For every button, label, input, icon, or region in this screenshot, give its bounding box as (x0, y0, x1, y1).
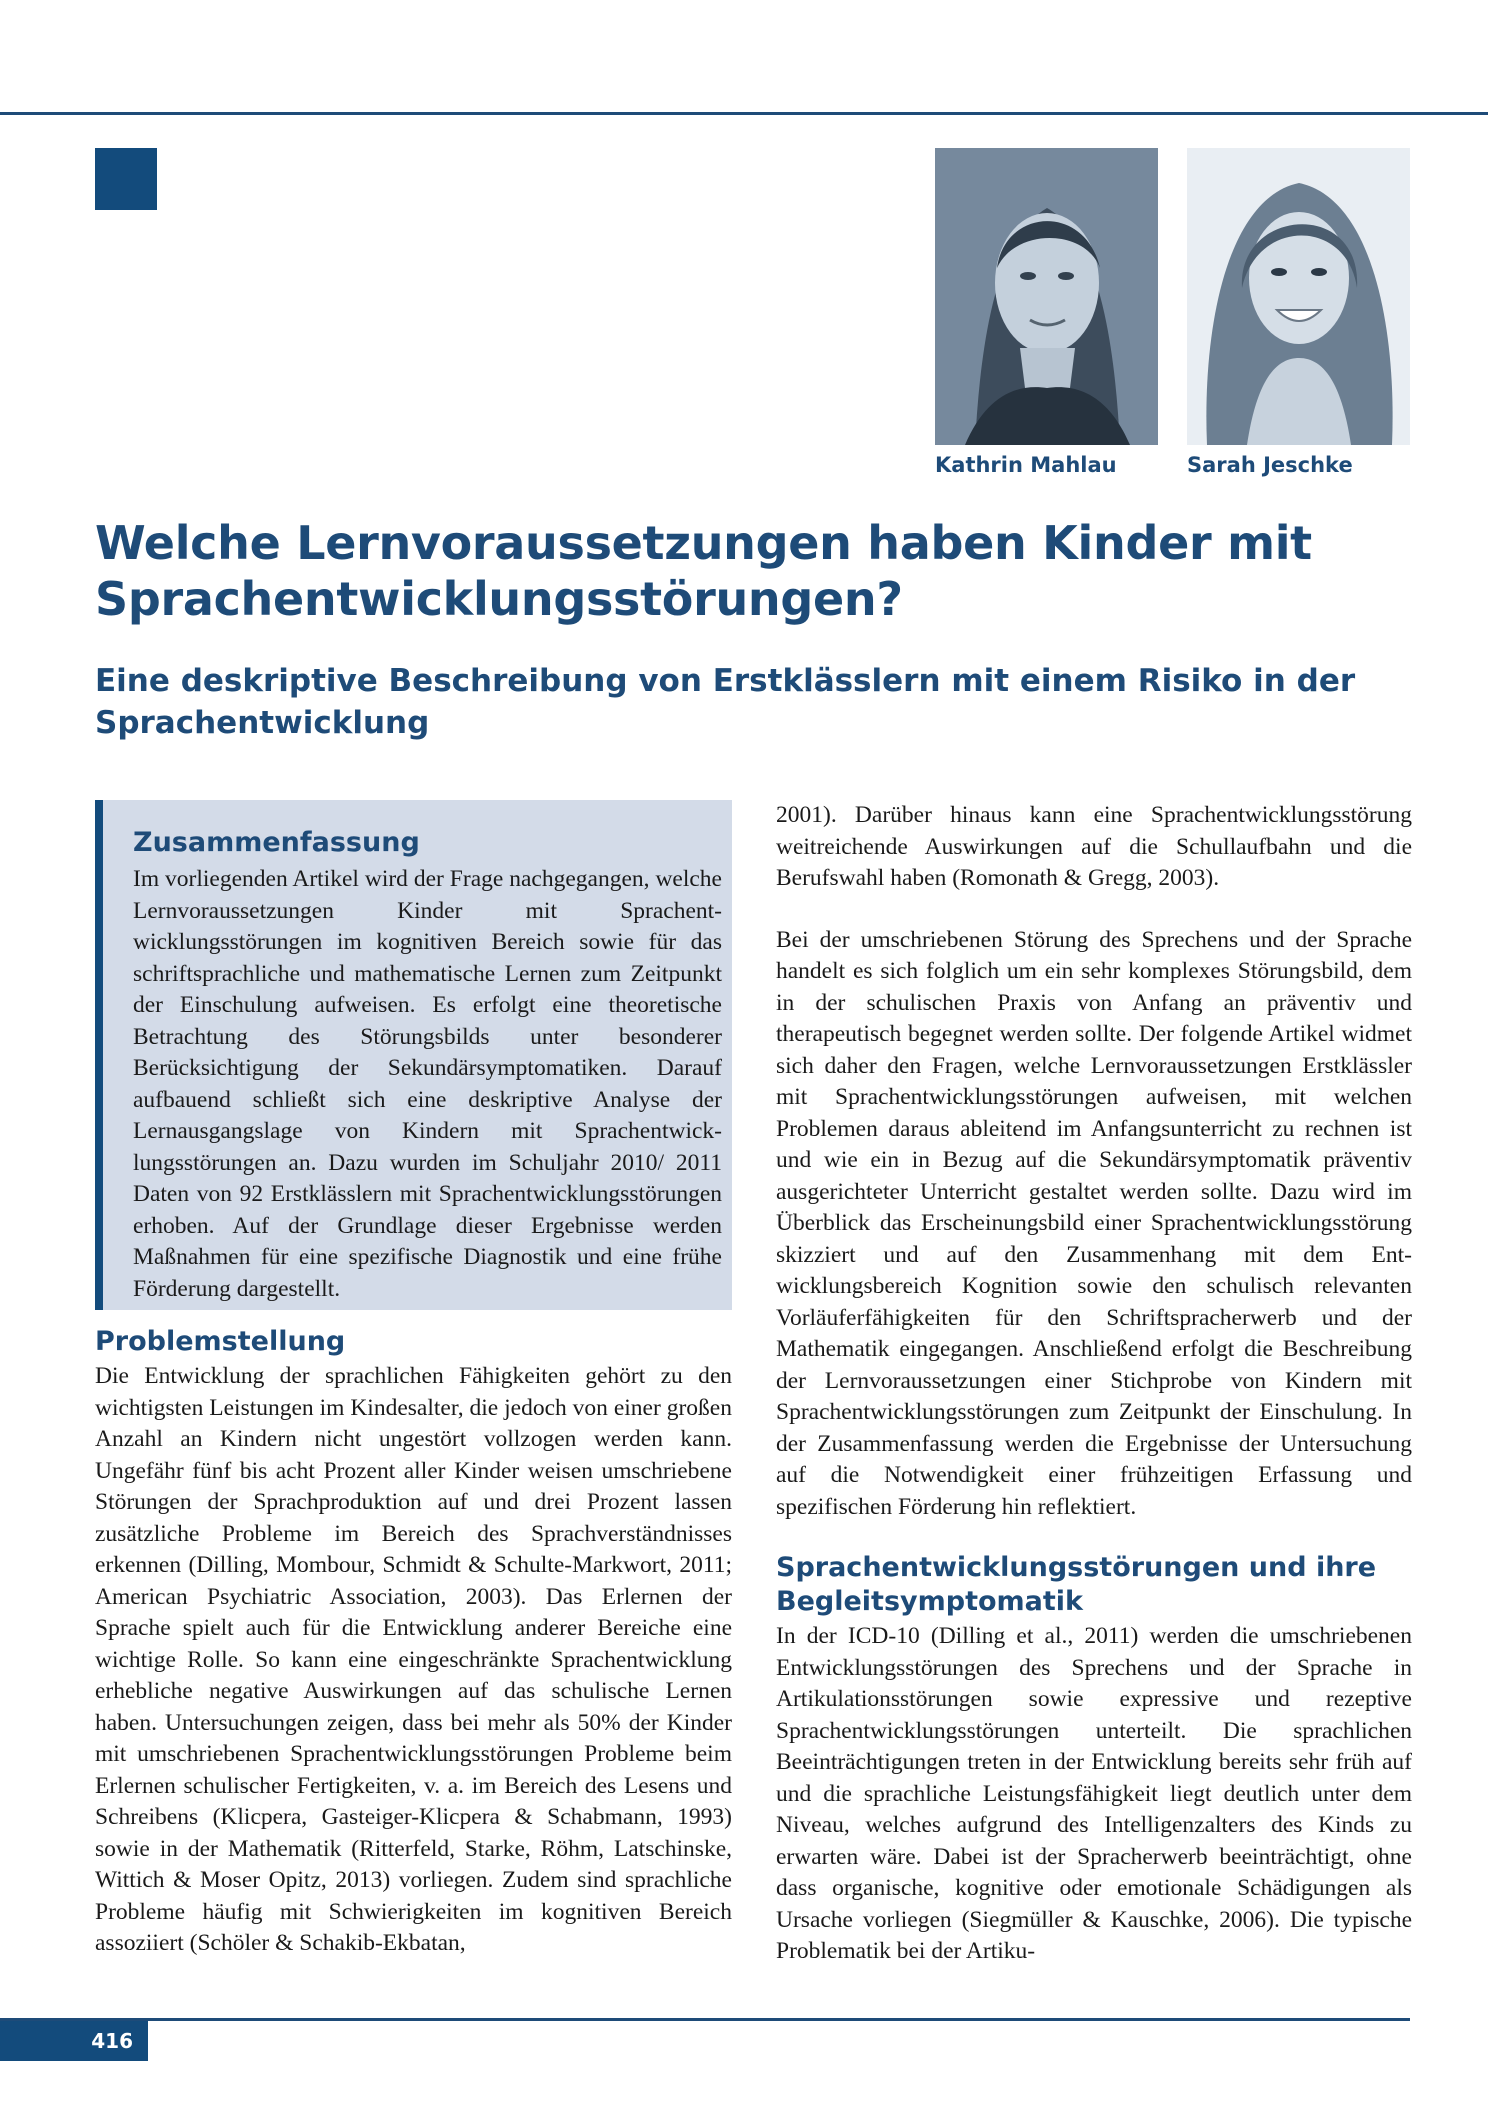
article-subtitle: Eine deskriptive Beschreibung von Erstklässlern mit einem Risiko in der Sprachentwicklung (95, 663, 1356, 741)
section-text-comorbidity: In der ICD-10 (Dilling et al., 2011) werden die umschriebenen Entwicklungsstörungen des Sprechens und der Sprache in Artikulationsstörungen sowie expressive und rezeptive Sprachentwicklungsstörungen unterteilt. Die sprachlichen Beeinträchtigungen treten in der Entwicklung bereits sehr früh auf und die sprachliche Leistungsfähigkeit liegt deutlich unter dem Niveau, welches aufgrund des Intelligenzalters des Kinds zu erwarten wäre. Dabei ist der Spracherwerb beeinträchtigt, ohne dass organische, kognitive oder emotionale Schädigungen als Ursache vorliegen (Siegmüller & Kauschke, 2006). Die typische Problematik bei der Artiku- (776, 1623, 1412, 1964)
author-name-1: Kathrin Mahlau (935, 453, 1117, 477)
paragraph-continuation: 2001). Darüber hinaus kann eine Sprachentwicklungsstörung weitreichende Auswirkungen auf die Schullaufbahn und die Berufswahl haben (Romonath & Gregg, 2003). (776, 802, 1412, 891)
corner-square (95, 148, 157, 210)
section-heading-problem: Problemstellung (95, 1326, 346, 1357)
section-text-problem: Die Entwicklung der sprachlichen Fähigkeiten gehört zu den wichtigsten Leistungen im Kindesalter, die jedoch von einer großen Anzahl an Kindern nicht ungestört vollzogen werden kann. Ungefähr fünf bis acht Prozent aller Kinder weisen umschriebene Störungen der Sprachproduktion auf und drei Prozent lassen zusätzliche Probleme im Bereich des Sprachverständnisses erkennen (Dilling, Mombour, Schmidt & Schulte-Markwort, 2011; American Psychiatric Association, 2003). Das Erlernen der Sprache spielt auch für die Entwicklung anderer Bereiche eine wichtige Rolle. So kann eine eingeschränkte Sprachentwicklung erhebliche negative Auswirkungen auf das schulische Lernen haben. Untersuchungen zeigen, dass bei mehr als 50% der Kinder mit umschriebenen Sprachentwicklungsstörungen Probleme beim Erlernen schulischer Fertigkeiten, v. a. im Bereich des Lesens und Schreibens (Klicpera, Gasteiger-Klicpera & Schabmann, 1993) sowie in der Mathematik (Ritterfeld, Starke, Röhm, Latschinske, Wittich & Moser Opitz, 2013) vorliegen. Zudem sind sprachliche Probleme häufig mit Schwierigkeiten im kognitiven Bereich assoziiert (Schöler & Schakib-Ekbatan, (95, 1363, 732, 1956)
paragraph-gap (776, 895, 1412, 925)
author-photo-1 (935, 148, 1158, 445)
abstract-heading: Zusammenfassung (133, 827, 420, 858)
paragraph-intro: Bei der umschriebenen Störung des Sprechens und der Sprache handelt es sich folglich um ein sehr komplexes Störungsbild, dem in der schulischen Praxis von Anfang an präventiv und therapeutisch begegnet werden sollte. Der folgende Artikel widmet sich daher den Fragen, welche Lernvoraussetzungen Erstklässler mit Sprachentwicklungsstörungen aufweisen, mit welchen Problemen daraus ableitend im Anfangsunterricht zu rechnen ist und wie ein in Bezug auf die Sekundärsymptomatik präventiv ausgerichteter Unterricht gestaltet werden sollte. Dazu wird im Überblick das Erscheinungsbild einer Sprachentwicklungsstörung skizziert und auf den Zusammenhang mit dem Entwicklungsbereich Kognition sowie den schulisch relevanten Vorläuferfähigkeiten für den Schriftspracherwerb und der Mathematik eingegangen. Anschließend erfolgt die Beschreibung der Lernvoraussetzungen einer Stichprobe von Kindern mit Sprachentwicklungsstörungen zum Zeitpunkt der Einschulung. In der Zusammenfassung werden die Ergebnisse der Untersuchung auf die Notwendigkeit einer frühzeitigen Erfassung und spezifischen Förderung hin reflektiert. (776, 926, 1412, 1520)
left-column (95, 1325, 732, 1960)
top-rule (0, 112, 1488, 115)
section-heading-comorbidity: Sprachentwicklungsstörungen und ihre Begleitsymptomatik (776, 1552, 1377, 1617)
page-number: 416 (0, 2021, 148, 2061)
abstract-box (95, 800, 732, 1310)
bottom-rule (0, 2018, 1410, 2021)
author-name-2: Sarah Jeschke (1187, 453, 1353, 477)
right-column (776, 800, 1412, 1968)
abstract-text: Im vorliegenden Artikel wird der Frage nachgegangen, welche Lernvoraussetzungen Kinder mit Sprachentwicklungsstörungen im kognitiven Bereich sowie für das schriftsprachliche und mathematische Lernen zum Zeitpunkt der Einschulung aufweisen. Es erfolgt eine theoretische Betrachtung des Störungsbilds unter besonderer Berücksichtigung der Sekundärsymptomatiken. Darauf aufbauend schließt sich eine deskriptive Analyse der Lernausgangslage von Kindern mit Sprachentwicklungsstörungen an. Dazu wurden im Schuljahr 2010/ 2011 Daten von 92 Erstklässlern mit Sprachentwicklungsstörungen erhoben. Auf der Grundlage dieser Ergebnisse werden Maßnahmen für eine spezifische Diagnostik und eine frühe Förderung dargestellt. (133, 866, 722, 1302)
author-photo-2 (1187, 148, 1410, 445)
article-title: Welche Lernvoraussetzungen haben Kinder mit Sprachentwicklungsstörungen? (95, 516, 1312, 626)
